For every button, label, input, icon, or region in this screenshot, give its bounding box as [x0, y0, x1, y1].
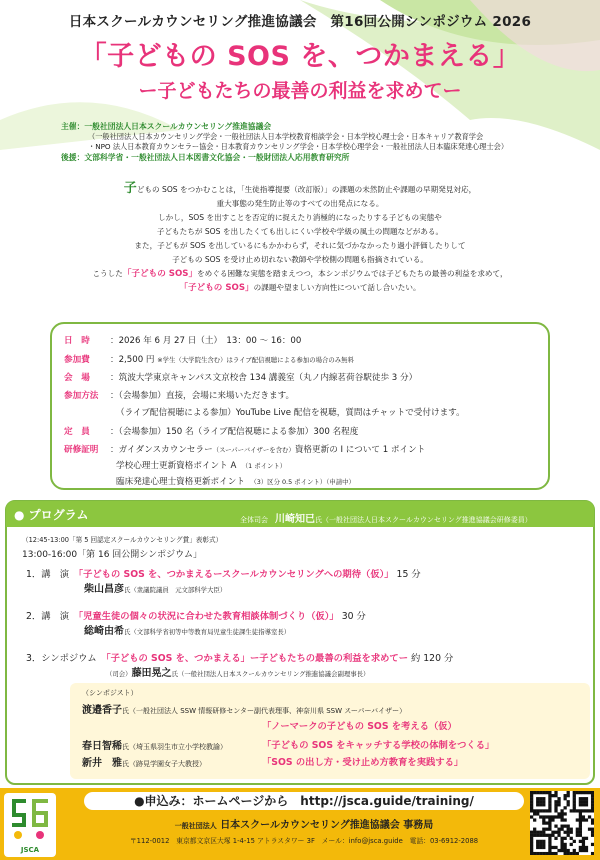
info-credit-2	[116, 459, 286, 471]
lecture-duration: 15 分	[396, 569, 421, 580]
lecture-1	[26, 566, 421, 580]
intro-paragraph	[40, 182, 560, 295]
intro-line: 重大事態の発生防止等のすべての出発点になる。	[216, 199, 384, 208]
info-credit	[64, 443, 425, 455]
info-note: （3）区分 0.5 ポイント）（申請中）	[253, 478, 355, 486]
info-key: 参加費	[64, 355, 90, 365]
info-date	[64, 334, 301, 346]
program-chair	[240, 510, 532, 525]
lecture-2-speaker	[84, 622, 290, 637]
speaker-name: 総崎由希	[84, 626, 124, 637]
intro-drop-char: 子	[123, 181, 137, 196]
info-key: 会 場	[64, 373, 90, 383]
speaker-affiliation: 氏（埼玉県羽生市立小学校教諭）	[122, 743, 227, 751]
intro-line: しかし，SOS を出すことを否定的に捉えたり消極的になったりする子どもの実態や	[158, 213, 442, 222]
info-value: ：筑波大学東京キャンパス文京校舎 134 講義室（丸ノ内線茗荷谷駅徒歩 3 分）	[110, 373, 418, 383]
info-note: （1 ポイント）	[244, 462, 287, 470]
symposium-subtitle: ー子どもたちの最善の利益を求めてー	[249, 653, 409, 664]
panelist-2	[82, 737, 227, 752]
chair-label: 全体司会	[240, 516, 268, 524]
talk-title: 「ノーマークの子どもの SOS を考える（仮）	[262, 721, 457, 732]
panelist-3-title	[262, 754, 463, 768]
support-label: 後援：	[61, 152, 85, 162]
intro-line: 子どもたちが SOS を出したくても出しにくい学校や学級の風土の問題などがある。	[156, 227, 444, 236]
info-capacity	[64, 425, 358, 437]
info-value: ：2,500 円	[110, 355, 155, 365]
support-names: 文部科学省・一般社団法人日本図書文化協会・一般財団法人応用教育研究所	[84, 152, 350, 162]
qr-code-icon	[530, 791, 594, 855]
office-address: 〒112-0012 東京都文京区大塚 1-4-15 アトラスタワー 3F メール：info@jsca.guide 電話：03-6912-2088	[129, 837, 479, 845]
chair-honorific: 氏	[315, 516, 322, 524]
symposium	[26, 650, 453, 664]
intro-line: また，子どもが SOS を出しているにもかかわらず，それに気づかなかったり過小評価したりして	[134, 241, 466, 250]
main-title: 「子どもの SOS を、つかまえる」	[79, 41, 521, 72]
logo-mark-icon	[4, 793, 56, 843]
symposium-moderator	[106, 664, 369, 679]
host-label: 主催：	[61, 122, 85, 131]
info-value: ：（会場参加）直接，会場に来場いただきます。	[110, 391, 295, 401]
speaker-affiliation: 氏（衆議院議員 元文部科学大臣）	[124, 586, 227, 594]
info-method	[64, 389, 294, 401]
fee-note: ※学生（大学院生含む）はライブ配信視聴による参加の場合のみ無料	[157, 356, 354, 364]
speaker-name: 渡邉香子	[82, 705, 122, 716]
info-value: ：ガイダンスカウンセラー	[110, 445, 213, 455]
intro-line: どもの SOS をつかむことは，「生徒指導提要（改訂版）」の課題の未然防止や課題の早期発見対応，	[136, 185, 477, 194]
panelist-1-title	[262, 718, 457, 732]
speaker-affiliation: 氏（一般社団法人 SSW 情報研修センター副代表理事、神奈川県 SSW スーパーバイザー）	[122, 707, 407, 715]
main-time: 13:00-16:00「第 16 回公開シンポジウム」	[22, 550, 202, 560]
host-member-list-1: （一般社団法人日本カウンセリング学会・一般社団法人日本学校教育相談学会・日本学校心理士会・日本キャリア教育学会	[88, 132, 484, 142]
speaker-affiliation: 氏（跡見学園女子大教授）	[122, 760, 206, 768]
organizers	[60, 122, 580, 163]
speaker-name: 柴山昌彦	[84, 584, 124, 595]
office-org: 日本スクールカウンセリング推進協議会 事務局	[220, 820, 434, 831]
lecture-title: 「児童生徒の個々の状況に合わせた教育相談体制づくり（仮）」	[78, 611, 339, 622]
info-method-2: （ライブ配信視聴による参加）YouTube Live 配信を視聴，質問はチャットで受付けます。	[116, 408, 465, 418]
program-title: ● プログラム	[14, 508, 89, 522]
intro-line: をめぐる困難な実態を踏まえつつ，本シンポジウムでは子どもたちの最善の利益を求めて，	[197, 269, 508, 278]
host-member-list-2: ・NPO 法人日本教育カウンセラー協会・日本教育カウンセリング学会・日本学校心理学会・一般社団法人日本臨床発達心理士会）	[88, 142, 509, 152]
chair-name: 川崎知已	[275, 514, 315, 525]
logo-text: JSCA	[20, 846, 40, 854]
moderator-label: （司会）	[106, 670, 132, 678]
talk-title: 「SOS の出し方・受け止め方教育を実践する」	[262, 757, 464, 768]
host-name: 一般社団法人日本スクールカウンセリング推進協議会	[84, 122, 272, 131]
intro-line: の課題や望ましい方向性について話し合いたい。	[253, 283, 421, 292]
qr-code[interactable]	[530, 791, 594, 855]
speaker-name: 新井 雅	[82, 758, 122, 769]
info-credit-3	[116, 475, 355, 487]
sos-highlight: 「子どもの SOS」	[122, 269, 198, 279]
intro-line: 子どもの SOS を受け止め切れない教師や学校側の問題も指摘されている。	[172, 255, 428, 264]
lecture-number: 1．講 演	[26, 569, 70, 580]
info-value: 臨床発達心理士資格更新ポイント	[116, 477, 245, 487]
intro-line: こうした	[92, 269, 123, 278]
info-value: 学校心理士更新資格ポイント A	[116, 461, 237, 471]
lecture-duration: 30 分	[341, 611, 366, 622]
info-key: 研修証明	[64, 445, 99, 455]
info-value: ：2026 年 6 月 27 日（土） 13：00 ～ 16：00	[110, 336, 302, 346]
lecture-number: 3．シンポジウム	[26, 653, 97, 664]
lecture-2	[26, 608, 366, 622]
office-prefix: 一般社団法人	[174, 822, 217, 830]
lecture-number: 2．講 演	[26, 611, 70, 622]
speaker-affiliation: 氏（一般社団法人日本スクールカウンセリング推進協議会副理事長）	[171, 670, 370, 678]
info-note: （スーパーバイザーを含む）	[212, 446, 295, 454]
info-venue	[64, 371, 417, 383]
info-fee	[64, 353, 354, 365]
sos-highlight: 「子どもの SOS」	[179, 283, 254, 293]
info-value: ：（会場参加）150 名（ライブ配信視聴による参加）300 名程度	[110, 427, 359, 437]
panelist-3	[82, 754, 206, 769]
lecture-title: 「子どもの SOS を、つかまえるースクールカウンセリングへの期待（仮）」	[78, 569, 394, 580]
apply-link[interactable]: ●申込み：ホームページから http://jsca.guide/training/	[84, 792, 524, 810]
series-title: 日本スクールカウンセリング推進協議会 第16回公開シンポジウム 2026	[68, 14, 532, 30]
symposium-title: 「子どもの SOS を、つかまえる」	[105, 653, 250, 664]
talk-title: 「子どもの SOS をキャッチする学校の体制をつくる」	[262, 740, 495, 751]
panelist-2-title	[262, 737, 494, 751]
info-key: 参加方法	[64, 391, 99, 401]
speaker-affiliation: 氏（文部科学省初等中等教育局児童生徒課生徒指導室長）	[124, 628, 291, 636]
lecture-1-speaker	[84, 580, 226, 595]
pre-ceremony: （12:45-13:00「第 5 回認定スクールカウンセリング賞」表彰式）	[22, 536, 223, 544]
office-name	[84, 816, 524, 831]
info-key: 定 員	[64, 427, 90, 437]
subtitle: ー子どもたちの最善の利益を求めてー	[138, 80, 462, 102]
lecture-duration: 約 120 分	[411, 653, 454, 664]
info-value: 資格更新の I について 1 ポイント	[294, 445, 426, 455]
info-key: 日 時	[64, 336, 90, 346]
panelists-label: （シンポジスト）	[82, 689, 138, 697]
speaker-name: 藤田晃之	[131, 668, 172, 679]
speaker-name: 春日智稀	[82, 741, 122, 752]
panelist-1	[82, 701, 406, 716]
chair-affiliation: （一般社団法人日本スクールカウンセリング推進協議会研修委員）	[322, 516, 532, 524]
